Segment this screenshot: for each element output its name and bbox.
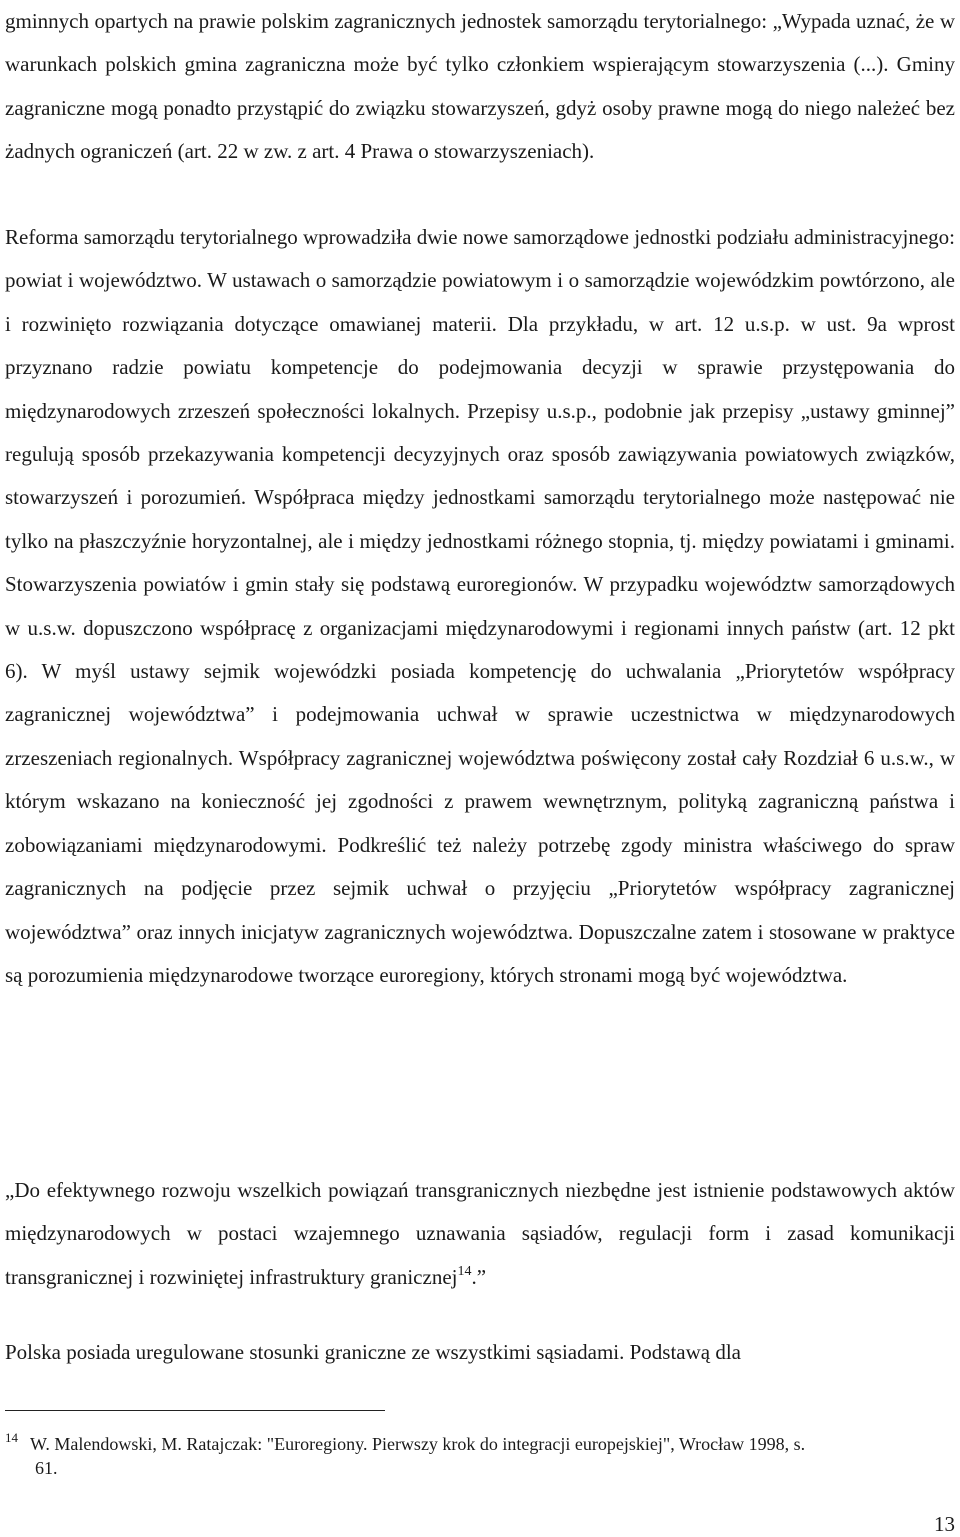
paragraph-4: Polska posiada uregulowane stosunki graniczne ze wszystkimi sąsiadami. Podstawą dla: [5, 1340, 742, 1364]
page-number: 13: [934, 1512, 955, 1536]
footnote-text: W. Malendowski, M. Ratajczak: "Euroregiony. Pierwszy krok do integracji europejskiej", Wrocław 1998, s.: [30, 1434, 806, 1454]
paragraph-2: Reforma samorządu terytorialnego wprowadziła dwie nowe samorządowe jednostki podziału administracyjnego: powiat i województwo. W ustawach o samorządzie powiatowym i o samorządzie wojewódzkim powtórzono, ale i rozwinięto rozwiązania dotyczące omawianej materii. Dla przykładu, w art. 12 u.s.p. w ust. 9a wprost przyznano radzie powiatu kompetencje do podejmowania decyzji w sprawie przystępowania do międzynarodowych zrzeszeń społeczności lokalnych. Przepisy u.s.p., podobnie jak przepisy „ustawy gminnej” regulują sposób przekazywania kompetencji decyzyjnych oraz sposób zawiązywania powiatowych związków, stowarzyszeń i porozumień. Współpraca między jednostkami samorządu terytorialnego może następować nie tylko na płaszczyźnie horyzontalnej, ale i między jednostkami różnego stopnia, tj. między powiatami i gminami. Stowarzyszenia powiatów i gmin stały się podstawą euroregionów. W przypadku województw samorządowych w u.s.w. dopuszczono współpracę z organizacjami międzynarodowymi i regionami innych państw (art. 12 pkt 6). W myśl ustawy sejmik wojewódzki posiada kompetencję do uchwalania „Priorytetów współpracy zagranicznej województwa” i podejmowania uchwał w sprawie uczestnictwa w międzynarodowych zrzeszeniach regionalnych. Współpracy zagranicznej województwa poświęcony został cały Rozdział 6 u.s.w., w którym wskazano na konieczność jej zgodności z prawem wewnętrznym, polityką zagraniczną państwa i zobowiązaniami międzynarodowymi. Podkreślić też należy potrzebę zgody ministra właściwego do spraw zagranicznych na podjęcie przez sejmik uchwał o przyjęciu „Priorytetów współpracy zagranicznej województwa” oraz innych inicjatyw zagranicznych województwa. Dopuszczalne zatem i stosowane w praktyce są porozumienia międzynarodowe tworzące euroregiony, których stronami mogą być województwa.: [5, 225, 955, 987]
footnote-number: 14: [5, 1430, 18, 1445]
footnote-text-continued: 61.: [35, 1458, 58, 1478]
quote-text: „Do efektywnego rozwoju wszelkich powiązań transgranicznych niezbędne jest istnienie podstawowych aktów międzynarodowych w postaci wzajemnego uznawania sąsiadów, regulacji form i zasad komunikacji transgranicznej i rozwiniętej infrastruktury granicznej: [5, 1178, 955, 1289]
footnote-reference: 14: [457, 1263, 472, 1279]
paragraph-1: gminnych opartych na prawie polskim zagranicznych jednostek samorządu terytorialnego: „Wypada uznać, że w warunkach polskich gmina zagraniczna może być tylko członkiem wspierającym stowarzyszenia (...). Gminy zagraniczne mogą ponadto przystąpić do związku stowarzyszeń, gdyż osoby prawne mogą do niego należeć bez żadnych ograniczeń (art. 22 w zw. z art. 4 Prawa o stowarzyszeniach).: [5, 9, 955, 164]
paragraph-3-quote: [5, 1169, 955, 1299]
footnote-separator: [5, 1410, 385, 1411]
footnote: [5, 1426, 955, 1480]
quote-end: .”: [471, 1264, 487, 1289]
